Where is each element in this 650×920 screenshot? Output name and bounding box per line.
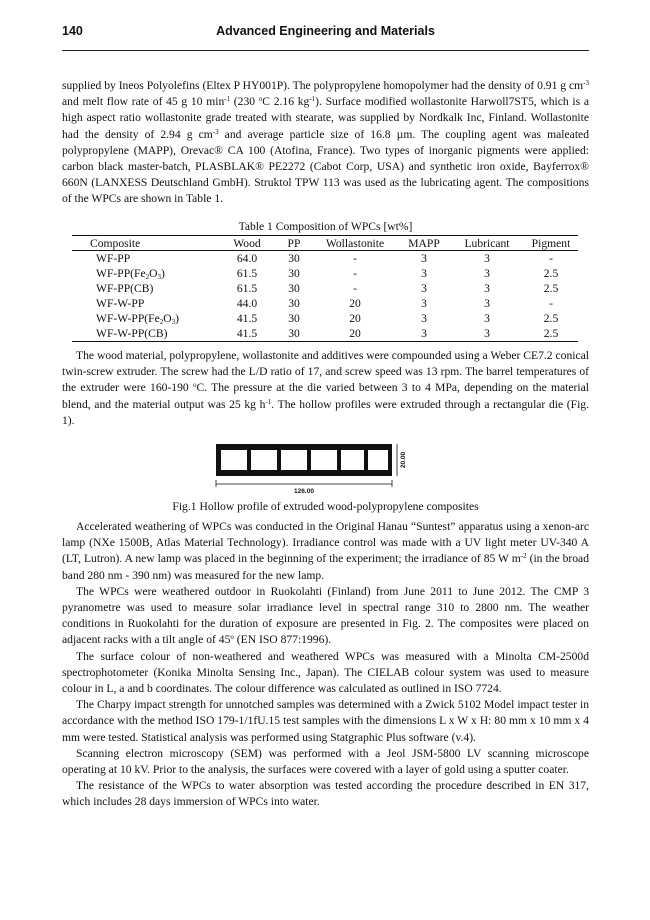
profile-cavity (368, 450, 388, 470)
cell-wollastonite: 20 (349, 312, 361, 325)
cell-wood: 61.5 (236, 267, 258, 280)
cell-pp: 30 (288, 312, 300, 325)
cell-composite: WF-PP(CB) (96, 282, 154, 295)
table-row (72, 296, 578, 311)
figure-caption: Fig.1 Hollow profile of extruded wood-polypropylene composites (172, 500, 479, 513)
profile-cavity (221, 450, 247, 470)
cell-composite: WF-PP (96, 252, 131, 265)
body-text-top (62, 78, 589, 208)
cell-pigment: 2.5 (543, 312, 559, 325)
cell-composite: WF-W-PP(CB) (72, 326, 218, 342)
cell-pigment: 2.5 (543, 282, 559, 295)
cell-lubricant: 3 (484, 267, 490, 280)
cell-lubricant: 3 (484, 312, 490, 325)
cell-wollastonite: - (353, 252, 357, 265)
cell-wood: 61.5 (236, 282, 258, 295)
cell-pp: 30 (288, 297, 300, 310)
table-header-row (72, 236, 578, 251)
cell-wollastonite: 20 (312, 326, 398, 342)
cell-composite: WF-W-PP (96, 297, 145, 310)
cell-wood: 41.5 (218, 326, 276, 342)
cell-lubricant: 3 (450, 326, 524, 342)
page-number: 140 (62, 24, 83, 38)
col-header-lubricant: Lubricant (450, 236, 524, 251)
cell-pp: 30 (288, 252, 300, 265)
cell-pigment: 2.5 (524, 326, 578, 342)
cell-wood: 44.0 (236, 297, 258, 310)
cell-composite: $WF-W-PP(Fe_2O_3)$ (96, 312, 180, 326)
cell-mapp: 3 (421, 282, 427, 295)
cell-wollastonite: - (353, 267, 357, 280)
profile-cavity (341, 450, 364, 470)
cell-mapp: 3 (421, 312, 427, 325)
cell-wood: 64.0 (236, 252, 258, 265)
header-rule (62, 50, 589, 51)
cell-pp: 30 (288, 267, 300, 280)
body-text-extrusion (62, 348, 589, 429)
cell-composite: $WF-PP(Fe_2O_3)$ (96, 267, 165, 281)
col-header-wollastonite: Wollastonite (312, 236, 398, 251)
table-row (72, 326, 578, 342)
cell-pigment: - (549, 297, 553, 310)
paragraph-accelerated-weathering: Accelerated weathering of WPCs was conducted in the Original Hanau “Suntest” apparatus using a xenon-arc lamp (NXe 1500B, Atlas Material Technology). Irradiance control was made with a UV light meter UV-340 A (LT, Lutron). A new lamp was placed in the beginning of the experiment; the irradiance of 85 W $m^{-2}$ (in the broad band 280 nm - 390 nm) was measured for the new lamp. (62, 520, 589, 582)
composition-table (72, 235, 578, 342)
journal-title: Advanced Engineering and Materials (216, 24, 435, 38)
cell-lubricant: 3 (484, 252, 490, 265)
hollow-profile-figure (212, 440, 410, 494)
col-header-pigment: Pigment (524, 236, 578, 251)
cell-pigment: 2.5 (543, 267, 559, 280)
profile-cavity (281, 450, 307, 470)
col-header-composite: Composite (72, 236, 218, 251)
table-row (72, 266, 578, 281)
body-text-methods (62, 519, 589, 811)
table-row (72, 311, 578, 326)
col-header-pp: PP (276, 236, 312, 251)
cell-mapp: 3 (421, 297, 427, 310)
profile-cavity (311, 450, 337, 470)
dimension-height-label: 20.00 (400, 451, 407, 469)
table-row (72, 281, 578, 296)
paragraph-sem: Scanning electron microscopy (SEM) was performed with a Jeol JSM-5800 LV scanning microscope operating at 10 kV. Prior to the analysis, the surfaces were covered with a layer of gold using a sputter coater. (62, 746, 589, 777)
table-caption: Table 1 Composition of WPCs [wt%] (238, 220, 413, 233)
cell-mapp: 3 (398, 326, 450, 342)
profile-cavity (251, 450, 277, 470)
dimension-width-label: 126.00 (294, 488, 314, 494)
paragraph-charpy: The Charpy impact strength for unnotched samples was determined with a Zwick 5102 Model impact tester in accordance with the method ISO 179-1/1fU.15 test samples with the dimensions L x W x H: 80 mm x 10 mm x 4 mm were tested. Statistical analysis was performed using Statgraphic Plus software (v.4). (62, 698, 589, 744)
cell-mapp: 3 (421, 267, 427, 280)
cell-pigment: - (549, 252, 553, 265)
cell-wood: 41.5 (236, 312, 258, 325)
cell-pp: 30 (276, 326, 312, 342)
table-row (72, 251, 578, 267)
cell-wollastonite: - (353, 282, 357, 295)
paragraph-water-absorption: The resistance of the WPCs to water absorption was tested according the procedure described in EN 317, which includes 28 days immersion of WPCs into water. (62, 779, 589, 809)
paragraph-materials: supplied by Ineos Polyolefins (Eltex P HY001P). The polypropylene homopolymer had the density of 0.91 g $cm^{-3}$ and melt flow rate of 45 g 10 $\min^{-1} (230$ $^o$C 2.16 $kg^{-1}$). Surface modified wollastonite Harwoll7ST5, which is a high aspect ratio wollastonite grade treated with stearate, was supplied by Nordkalk Inc, Finland. Wollastonite had the density of 2.94 g $cm^{-3}$ and average particle size of 16.8 µm. The coupling agent was maleated polypropylene (MAPP), Orevac® CA 100 (Atofina, France). Two types of inorganic pigments were applied: carbon black master-batch, PLASBLAK® PE2272 (Cabot Corp, USA) and synthetic iron oxide, Bayferrox® 660N (LANXESS Deutschland GmbH). Struktol TPW 113 was used as the lubricating agent. The compositions of the WPCs are shown in Table 1. (62, 79, 589, 206)
cell-wollastonite: 20 (349, 297, 361, 310)
cell-pp: 30 (288, 282, 300, 295)
paragraph-outdoor-weathering: The WPCs were weathered outdoor in Ruokolahti (Finland) from June 2011 to June 2012. The CMP 3 pyranometre was used to measure solar irradiance level in spectral range 310 to 2800 nm. The weather conditions in Ruokolahti for the duration of exposure are presented in Fig. 2. The composites were placed on adjacent racks with a tilt angle of 45$^o$ (EN ISO 877:1996). (62, 584, 589, 647)
cell-lubricant: 3 (484, 297, 490, 310)
cell-mapp: 3 (421, 252, 427, 265)
paragraph-compounding: The wood material, polypropylene, wollastonite and additives were compounded using a Weber CE7.2 conical twin-screw extruder. The screw had the L/D ratio of 17, and screw speed was 13 rpm. The barrel temperatures of the extruder were 160-190 $^o$C. The pressure at the die varied between 3 to 4 MPa, depending on the material blend, and the material output was 25 kg $h^{-1}$. The hollow profiles were extruded through a rectangular die (Fig. 1). (62, 349, 589, 427)
paragraph-colour: The surface colour of non-weathered and weathered WPCs was measured with a Minolta CM-2500d spectrophotometer (Konika Minolta Sensing Inc., Japan). The CIELAB colour system was used to measure colour in L, a and b coordinates. The colour difference was calculated as outlined in ISO 7724. (62, 649, 589, 696)
col-header-mapp: MAPP (398, 236, 450, 251)
col-header-wood: Wood (218, 236, 276, 251)
page-header (62, 24, 589, 46)
cell-lubricant: 3 (484, 282, 490, 295)
